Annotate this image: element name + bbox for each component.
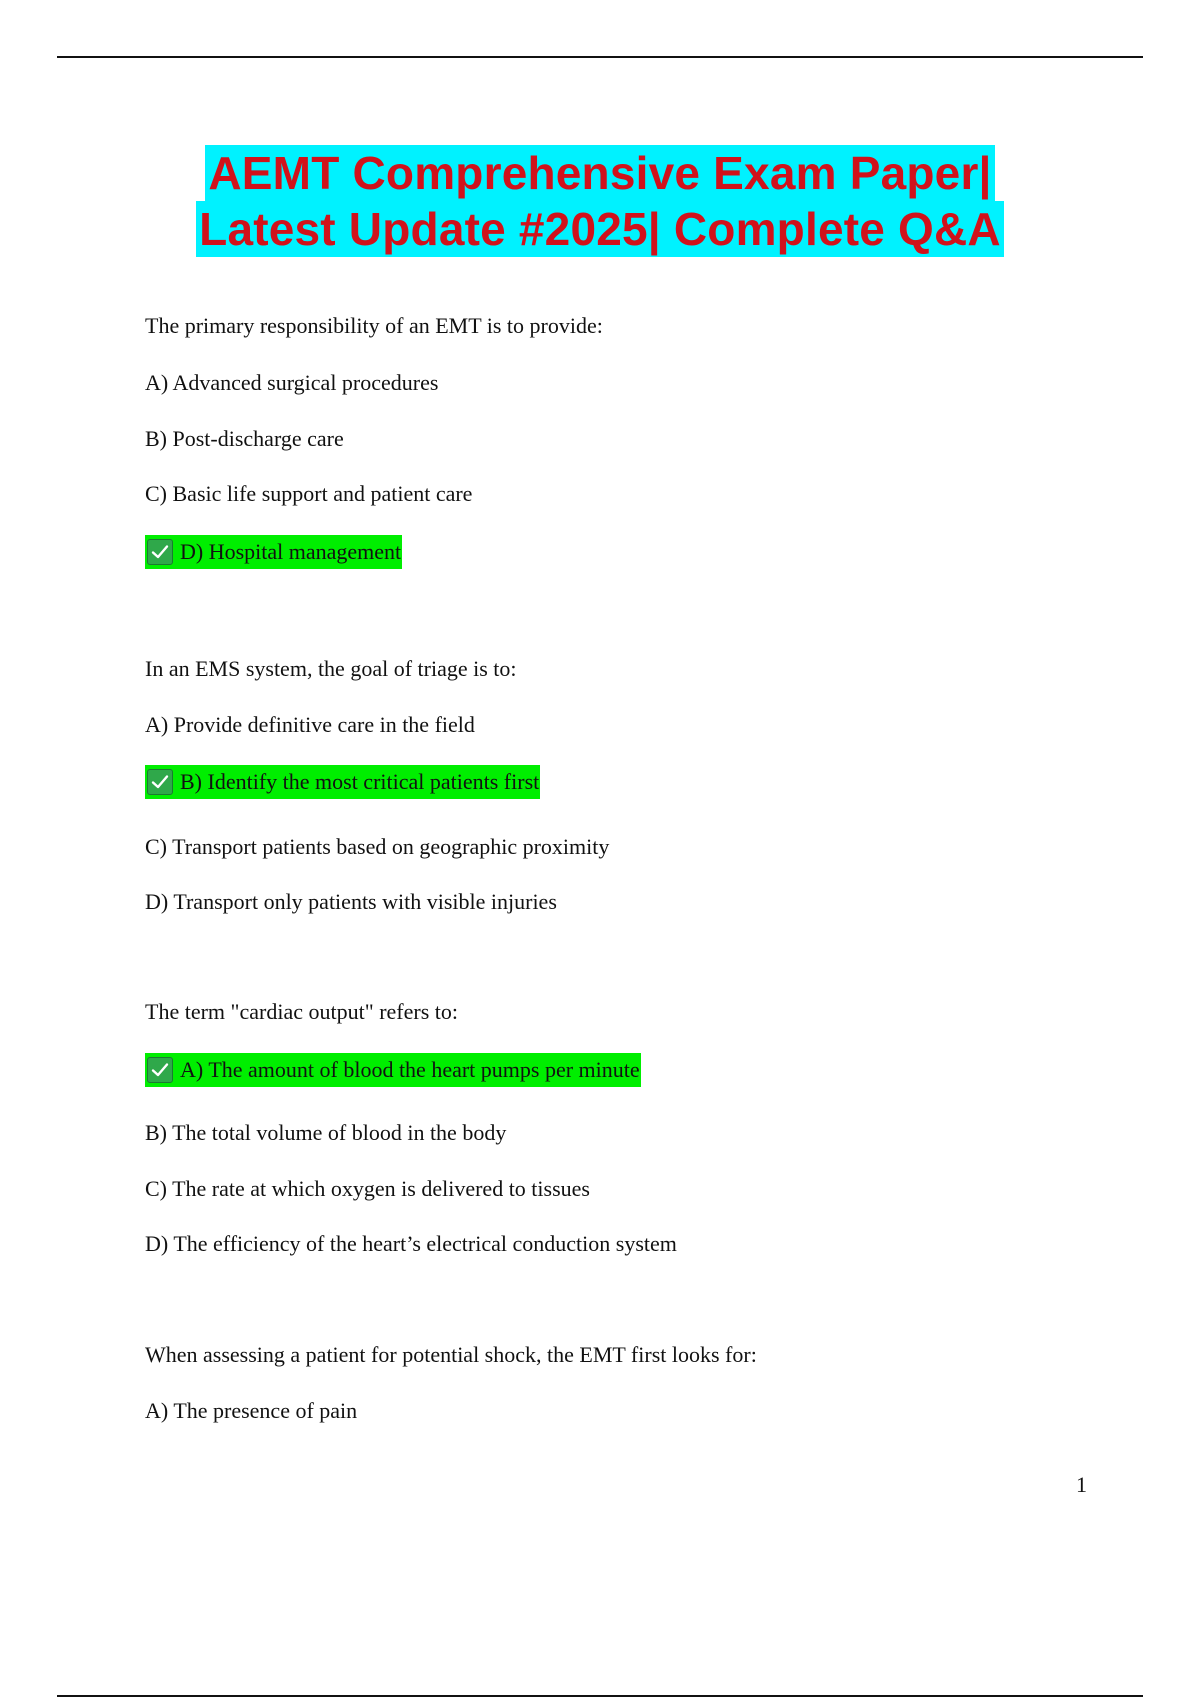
answer-option-label: A) The amount of blood the heart pumps per minute [180,1057,640,1082]
answer-option-label: D) Hospital management [180,539,402,564]
answer-option: A) Advanced surgical procedures [145,370,439,395]
answer-option-correct [145,535,402,572]
answer-option: B) Post-discharge care [145,426,344,451]
correct-highlight [145,1053,641,1087]
answer-option: D) The efficiency of the heart’s electrical conduction system [145,1231,677,1256]
answer-option: C) Basic life support and patient care [145,481,473,506]
check-mark-icon [147,1057,173,1083]
document-title [0,145,1200,257]
answer-option: C) Transport patients based on geographic proximity [145,834,610,859]
title-line-2: Latest Update #2025| Complete Q&A [196,201,1004,257]
answer-option: C) The rate at which oxygen is delivered to tissues [145,1176,590,1201]
answer-option: D) Transport only patients with visible injuries [145,889,557,914]
answer-option-correct [145,1053,641,1090]
check-mark-icon [147,539,173,565]
question-prompt: In an EMS system, the goal of triage is to: [145,656,517,681]
answer-option-correct [145,765,540,802]
check-mark-icon [147,769,173,795]
question-prompt: The primary responsibility of an EMT is to provide: [145,313,603,338]
question-prompt: When assessing a patient for potential shock, the EMT first looks for: [145,1342,757,1367]
question-prompt: The term "cardiac output" refers to: [145,999,458,1024]
answer-option: A) The presence of pain [145,1398,358,1423]
answer-option-label: B) Identify the most critical patients first [180,769,540,794]
top-rule [57,56,1143,58]
answer-option: A) Provide definitive care in the field [145,712,475,737]
correct-highlight [145,765,540,799]
title-line-1: AEMT Comprehensive Exam Paper| [205,145,994,201]
page-number: 1 [1076,1472,1087,1497]
bottom-rule [57,1695,1143,1697]
correct-highlight [145,535,402,569]
answer-option: B) The total volume of blood in the body [145,1120,507,1145]
